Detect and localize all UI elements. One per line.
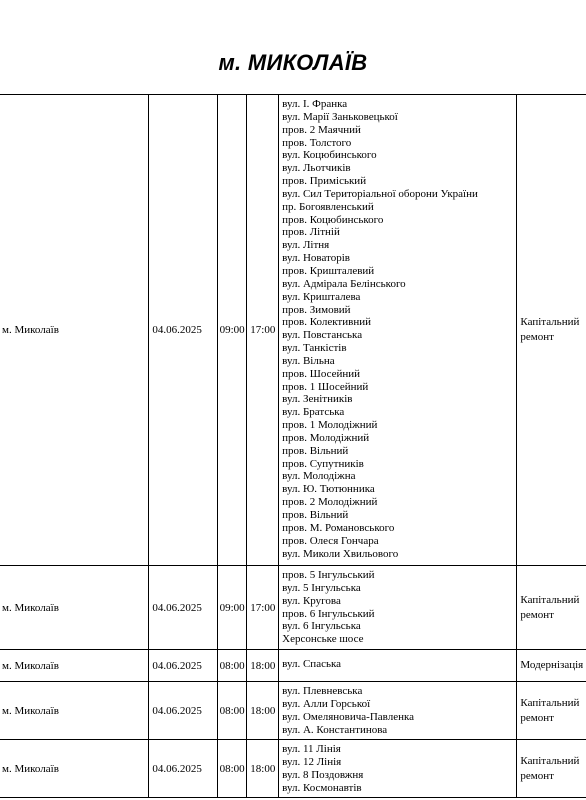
table-row <box>0 95 586 566</box>
city-cell: м. Миколаїв <box>0 740 149 798</box>
work-type-cell <box>517 650 586 682</box>
streets-cell <box>279 95 517 566</box>
street-item: вул. 12 Лінія <box>282 755 342 768</box>
street-item: пров. Колективний <box>282 316 371 329</box>
street-item: пров. 2 Молодіжний <box>282 496 378 509</box>
work-type-cell <box>517 682 586 740</box>
date-cell: 04.06.2025 <box>149 95 218 566</box>
street-item: вул. Плевневська <box>282 685 363 697</box>
street-item: вул. Вільна <box>282 354 335 367</box>
street-item: вул. Танкістів <box>282 342 347 355</box>
street-item: вул. 11 Лінія <box>282 743 341 755</box>
street-item: пров. Толстого <box>282 136 352 149</box>
street-item: пров. Олеся Гончара <box>282 534 379 547</box>
street-item: пр. Богоявленський <box>282 200 374 213</box>
street-item: вул. Новаторів <box>282 252 350 265</box>
city-cell: м. Миколаїв <box>0 650 149 682</box>
street-item: вул. 5 Інгульська <box>282 581 361 594</box>
street-item: вул. Космонавтів <box>282 781 362 794</box>
start-time-cell: 09:00 <box>217 95 247 566</box>
work-type-label: Капітальний ремонт <box>520 316 580 343</box>
street-item: пров. 1 Шосейний <box>282 380 369 393</box>
work-type-label: Капітальний ремонт <box>520 593 580 621</box>
end-time-cell: 18:00 <box>247 682 279 740</box>
work-type-label: Модернізація <box>520 659 584 671</box>
street-item: пров. Літній <box>282 226 340 239</box>
street-item: пров. М. Романовського <box>282 521 395 534</box>
street-item: пров. 1 Молодіжний <box>282 419 378 432</box>
streets-cell <box>279 682 517 740</box>
street-item: вул. Алли Горської <box>282 697 371 710</box>
end-time-cell: 17:00 <box>247 566 279 650</box>
street-item: пров. Вільний <box>282 444 349 457</box>
date-cell: 04.06.2025 <box>149 566 218 650</box>
street-item: пров. Вільний <box>282 509 349 521</box>
end-time-cell: 17:00 <box>247 95 279 566</box>
street-item: вул. Повстанська <box>282 329 363 342</box>
street-item: пров. Коцюбинського <box>282 213 384 226</box>
street-item: пров. Кришталевий <box>282 264 375 277</box>
table-body <box>0 95 586 798</box>
table-row <box>0 740 586 798</box>
street-item: вул. Коцюбинського <box>282 149 377 162</box>
street-item: вул. І. Франка <box>282 98 348 110</box>
street-item: вул. Льотчиків <box>282 162 351 175</box>
table-row <box>0 650 586 682</box>
street-item: вул. Сил Територіальної оборони України <box>282 187 478 200</box>
outage-schedule-table <box>0 94 586 798</box>
street-item: пров. 2 Маячний <box>282 123 361 136</box>
street-item: вул. Літня <box>282 239 330 252</box>
street-item: вул. Молодіжна <box>282 470 356 483</box>
street-item: пров. Приміський <box>282 175 367 188</box>
city-cell: м. Миколаїв <box>0 95 149 566</box>
start-time-cell: 08:00 <box>217 682 247 740</box>
street-item: пров. 6 Інгульський <box>282 607 375 620</box>
street-item: пров. Шосейний <box>282 367 361 380</box>
street-item: вул. Марії Заньковецької <box>282 110 398 123</box>
street-item: вул. Зенітників <box>282 393 353 406</box>
street-item: пров. Зимовий <box>282 303 351 316</box>
end-time-cell: 18:00 <box>247 650 279 682</box>
work-type-cell <box>517 95 586 566</box>
work-type-cell <box>517 566 586 650</box>
city-cell: м. Миколаїв <box>0 682 149 740</box>
page-title: м. МИКОЛАЇВ <box>218 50 368 75</box>
street-item: вул. Ю. Тютюнника <box>282 483 375 496</box>
city-cell: м. Миколаїв <box>0 566 149 650</box>
work-type-cell <box>517 740 586 798</box>
street-item: пров. Молодіжний <box>282 431 370 444</box>
street-item: пров. 5 Інгульський <box>282 569 375 581</box>
street-item: вул. Братська <box>282 406 345 419</box>
street-item: вул. Миколи Хвильового <box>282 547 399 560</box>
streets-cell <box>279 566 517 650</box>
streets-cell <box>279 650 517 682</box>
table-row <box>0 682 586 740</box>
street-item: вул. 8 Поздовжня <box>282 768 364 781</box>
date-cell: 04.06.2025 <box>149 682 218 740</box>
street-item: вул. Кришталева <box>282 290 361 303</box>
street-item: Херсонське шосе <box>282 633 364 646</box>
table-row <box>0 566 586 650</box>
street-item: вул. Адмірала Белінського <box>282 277 406 290</box>
date-cell: 04.06.2025 <box>149 740 218 798</box>
street-item: вул. А. Константинова <box>282 723 388 736</box>
street-item: вул. 6 Інгульська <box>282 620 361 633</box>
street-item: вул. Омеляновича-Павленка <box>282 710 415 723</box>
start-time-cell: 09:00 <box>217 566 247 650</box>
street-item: пров. Супутників <box>282 457 364 470</box>
start-time-cell: 08:00 <box>217 740 247 798</box>
street-item: вул. Кругова <box>282 594 341 607</box>
work-type-label: Капітальний ремонт <box>520 696 580 724</box>
street-item: вул. Спаська <box>282 658 342 671</box>
work-type-label: Капітальний ремонт <box>520 754 580 782</box>
start-time-cell: 08:00 <box>217 650 247 682</box>
streets-cell <box>279 740 517 798</box>
end-time-cell: 18:00 <box>247 740 279 798</box>
date-cell: 04.06.2025 <box>149 650 218 682</box>
